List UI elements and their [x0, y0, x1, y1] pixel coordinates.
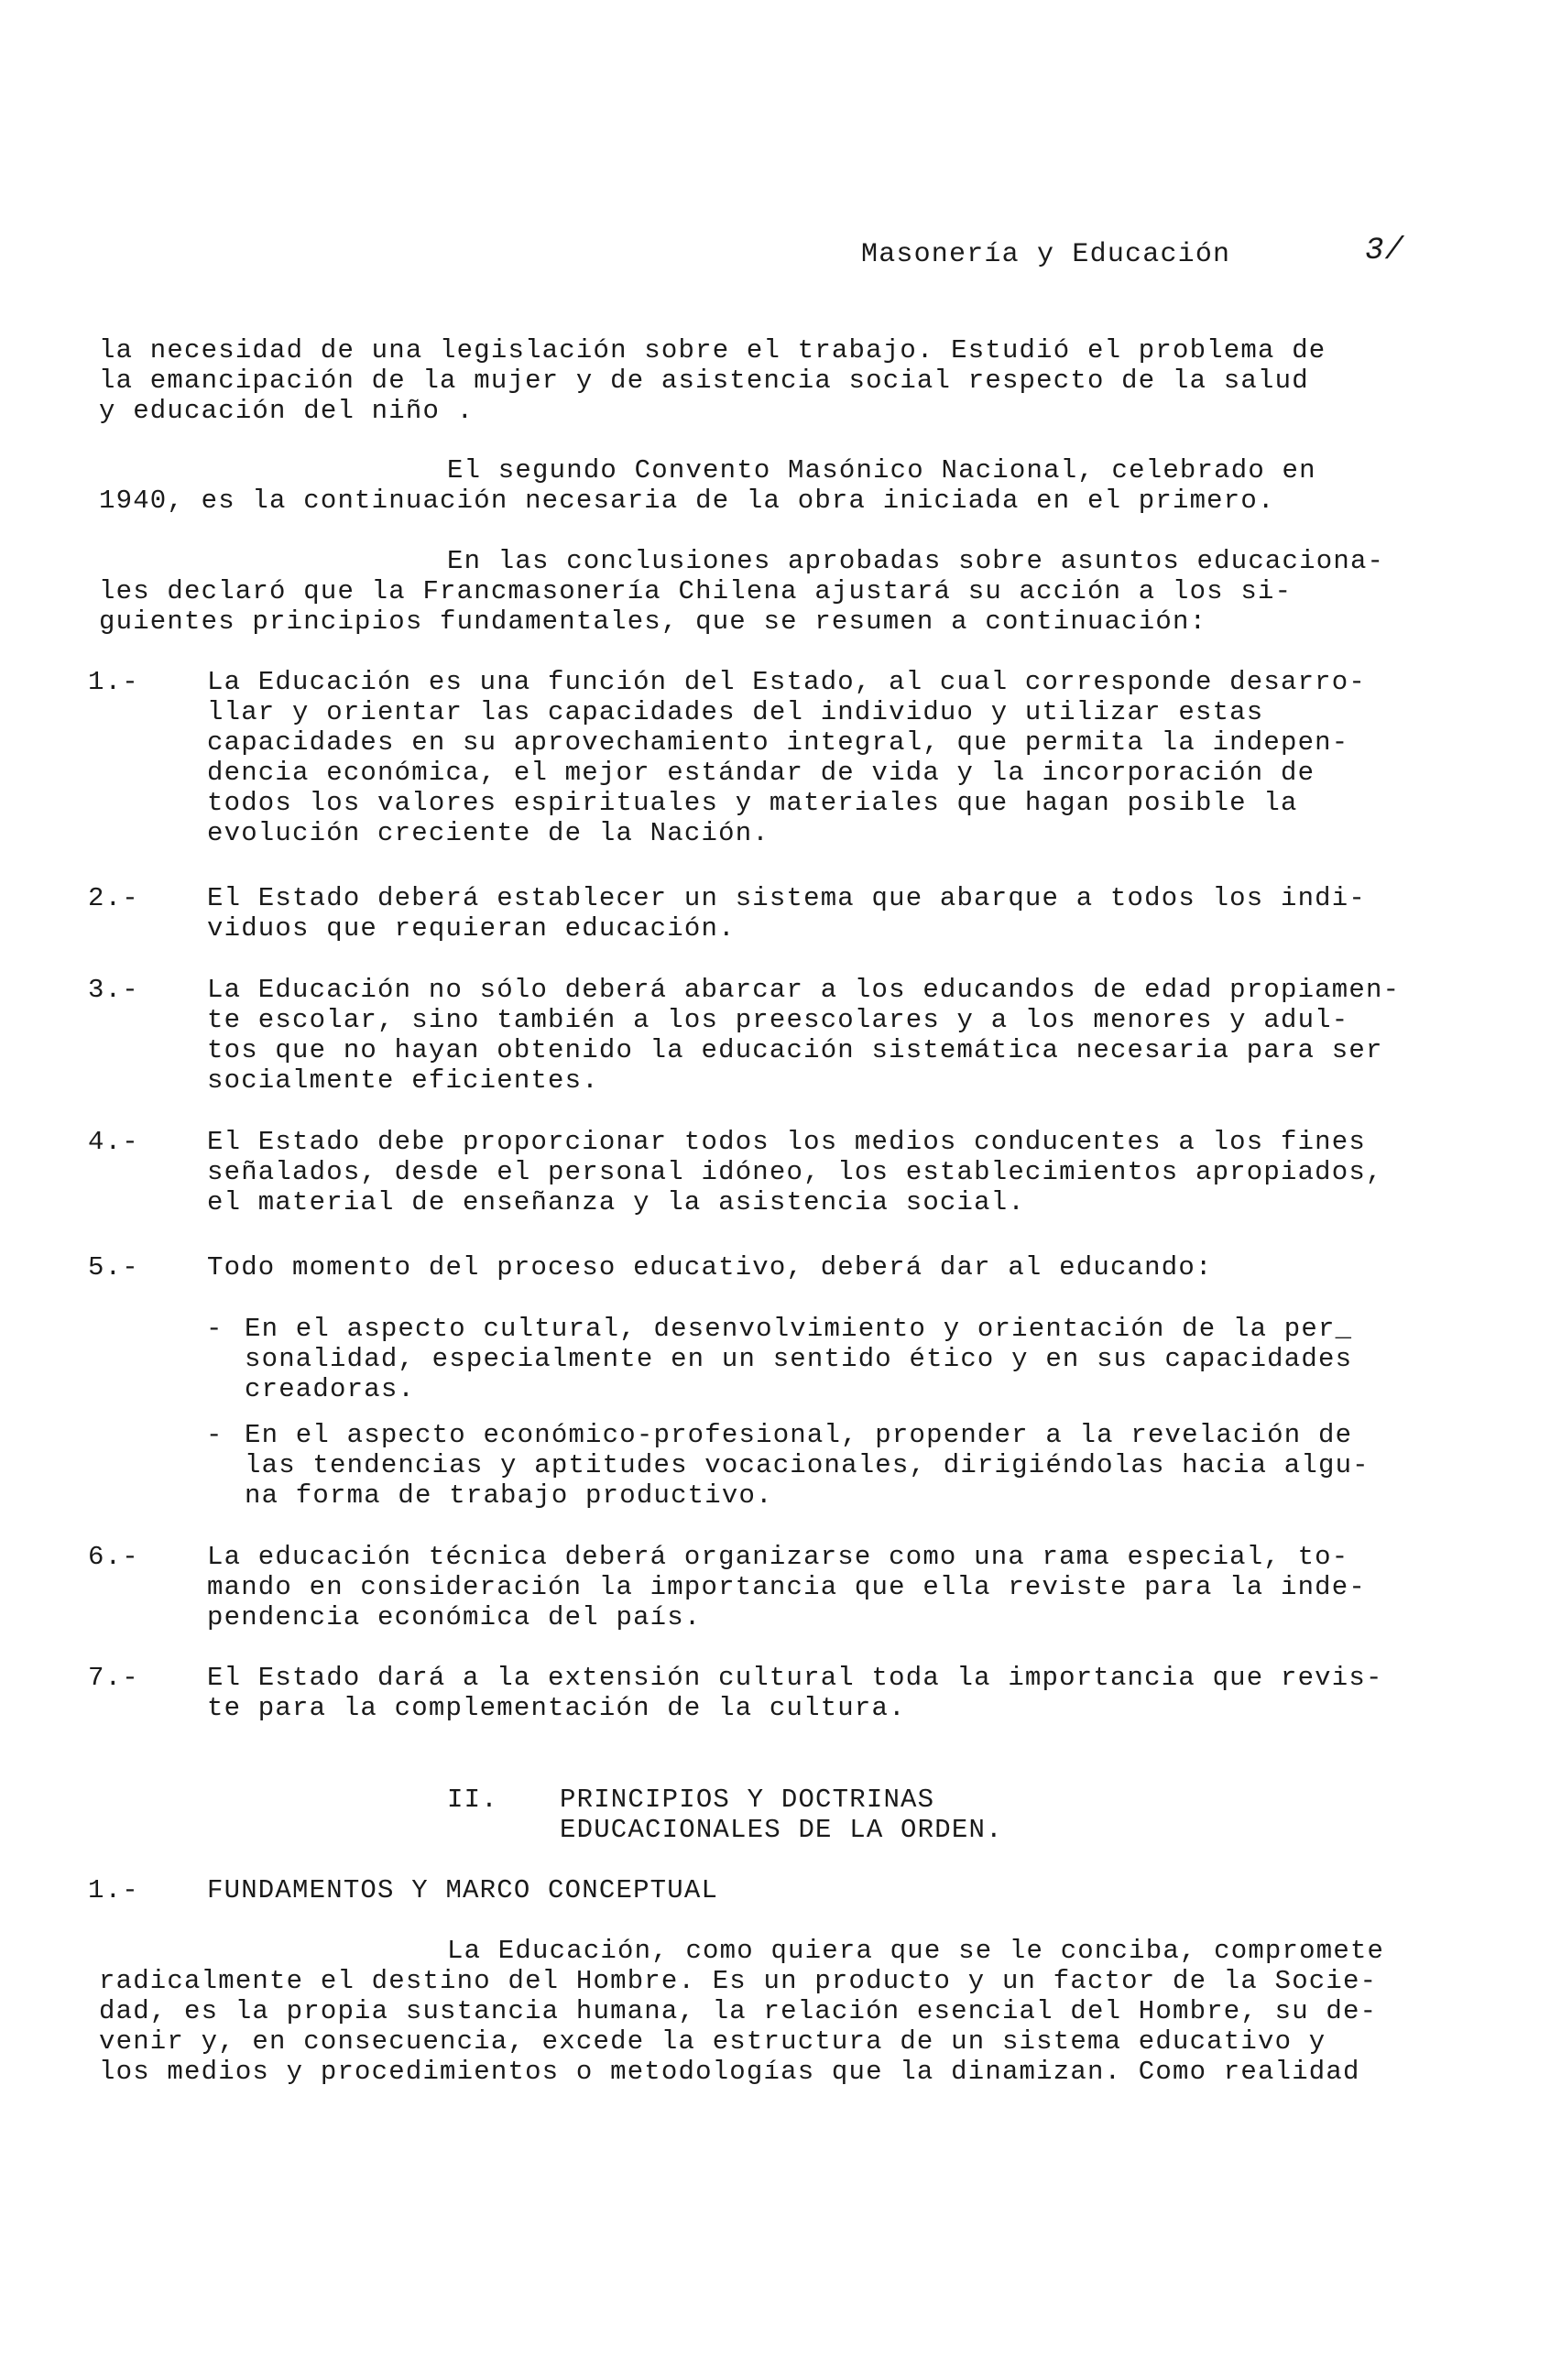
text-line: el material de enseñanza y la asistencia social.: [207, 1187, 1025, 1217]
subsection-title: FUNDAMENTOS Y MARCO CONCEPTUAL: [207, 1875, 719, 1905]
text-line: les declaró que la Francmasonería Chilena ajustará su acción a los si-: [99, 576, 1293, 606]
list-item-number: 7.-: [88, 1663, 139, 1693]
text-line: dad, es la propia sustancia humana, la relación esencial del Hombre, su de-: [99, 1996, 1378, 2026]
text-line: La Educación, como quiera que se le conciba, compromete: [447, 1936, 1385, 1966]
text-line: señalados, desde el personal idóneo, los establecimientos apropiados,: [207, 1157, 1383, 1187]
text-line: tos que no hayan obtenido la educación sistemática necesaria para ser: [207, 1035, 1383, 1065]
text-line: EDUCACIONALES DE LA ORDEN.: [560, 1815, 1003, 1845]
text-line: 1940, es la continuación necesaria de la obra iniciada en el primero.: [99, 486, 1275, 516]
text-line: El Estado deberá establecer un sistema que abarque a todos los indi-: [207, 883, 1366, 913]
subsection-number: 1.-: [88, 1875, 139, 1905]
list-item-number: 3.-: [88, 975, 139, 1005]
text-line: dencia económica, el mejor estándar de vida y la incorporación de: [207, 758, 1315, 788]
text-line: la necesidad de una legislación sobre el trabajo. Estudió el problema de: [99, 335, 1326, 366]
text-line: te escolar, sino también a los preescolares y a los menores y adul-: [207, 1005, 1349, 1035]
text-line: El Estado debe proporcionar todos los medios conducentes a los fines: [207, 1127, 1366, 1157]
text-line: La Educación es una función del Estado, al cual corresponde desarro-: [207, 667, 1366, 697]
text-line: En el aspecto cultural, desenvolvimiento y orientación de la per_: [245, 1314, 1353, 1344]
running-header: Masonería y Educación: [861, 239, 1231, 270]
page-number: 3/: [1365, 234, 1405, 268]
text-line: na forma de trabajo productivo.: [245, 1480, 773, 1511]
text-line: te para la complementación de la cultura.: [207, 1693, 906, 1723]
text-line: socialmente eficientes.: [207, 1065, 599, 1096]
text-line: las tendencias y aptitudes vocacionales, dirigiéndolas hacia algu-: [245, 1450, 1370, 1480]
text-line: llar y orientar las capacidades del individuo y utilizar estas: [207, 697, 1264, 727]
text-line: creadoras.: [245, 1374, 416, 1404]
text-line: Todo momento del proceso educativo, deberá dar al educando:: [207, 1252, 1213, 1283]
list-item-number: 5.-: [88, 1252, 139, 1283]
text-line: capacidades en su aprovechamiento integral, que permita la indepen-: [207, 727, 1349, 758]
text-line: PRINCIPIOS Y DOCTRINAS: [560, 1785, 935, 1815]
text-line: pendencia económica del país.: [207, 1602, 702, 1632]
list-item-number: 2.-: [88, 883, 139, 913]
text-line: evolución creciente de la Nación.: [207, 818, 770, 848]
text-line: viduos que requieran educación.: [207, 913, 736, 944]
text-line: El Estado dará a la extensión cultural toda la importancia que revis-: [207, 1663, 1383, 1693]
sub-list-dash: -: [206, 1420, 224, 1450]
text-line: sonalidad, especialmente en un sentido ético y en sus capacidades: [245, 1344, 1353, 1374]
text-line: El segundo Convento Masónico Nacional, celebrado en: [447, 455, 1316, 486]
text-line: radicalmente el destino del Hombre. Es un producto y un factor de la Socie-: [99, 1966, 1378, 1996]
text-line: venir y, en consecuencia, excede la estructura de un sistema educativo y: [99, 2026, 1326, 2057]
text-line: mando en consideración la importancia que ella reviste para la inde-: [207, 1572, 1366, 1602]
sub-list-dash: -: [206, 1314, 224, 1344]
list-item-number: 1.-: [88, 667, 139, 697]
text-line: y educación del niño .: [99, 396, 475, 426]
text-line: La educación técnica deberá organizarse como una rama especial, to-: [207, 1542, 1349, 1572]
text-line: todos los valores espirituales y materiales que hagan posible la: [207, 788, 1298, 818]
section-number: II.: [447, 1785, 498, 1815]
text-line: La Educación no sólo deberá abarcar a los educandos de edad propiamen-: [207, 975, 1401, 1005]
text-line: En las conclusiones aprobadas sobre asuntos educaciona-: [447, 546, 1385, 576]
list-item-number: 4.-: [88, 1127, 139, 1157]
text-line: guientes principios fundamentales, que se resumen a continuación:: [99, 606, 1207, 637]
list-item-number: 6.-: [88, 1542, 139, 1572]
text-line: la emancipación de la mujer y de asistencia social respecto de la salud: [99, 366, 1309, 396]
text-line: En el aspecto económico-profesional, propender a la revelación de: [245, 1420, 1353, 1450]
text-line: los medios y procedimientos o metodologías que la dinamizan. Como realidad: [99, 2057, 1360, 2087]
